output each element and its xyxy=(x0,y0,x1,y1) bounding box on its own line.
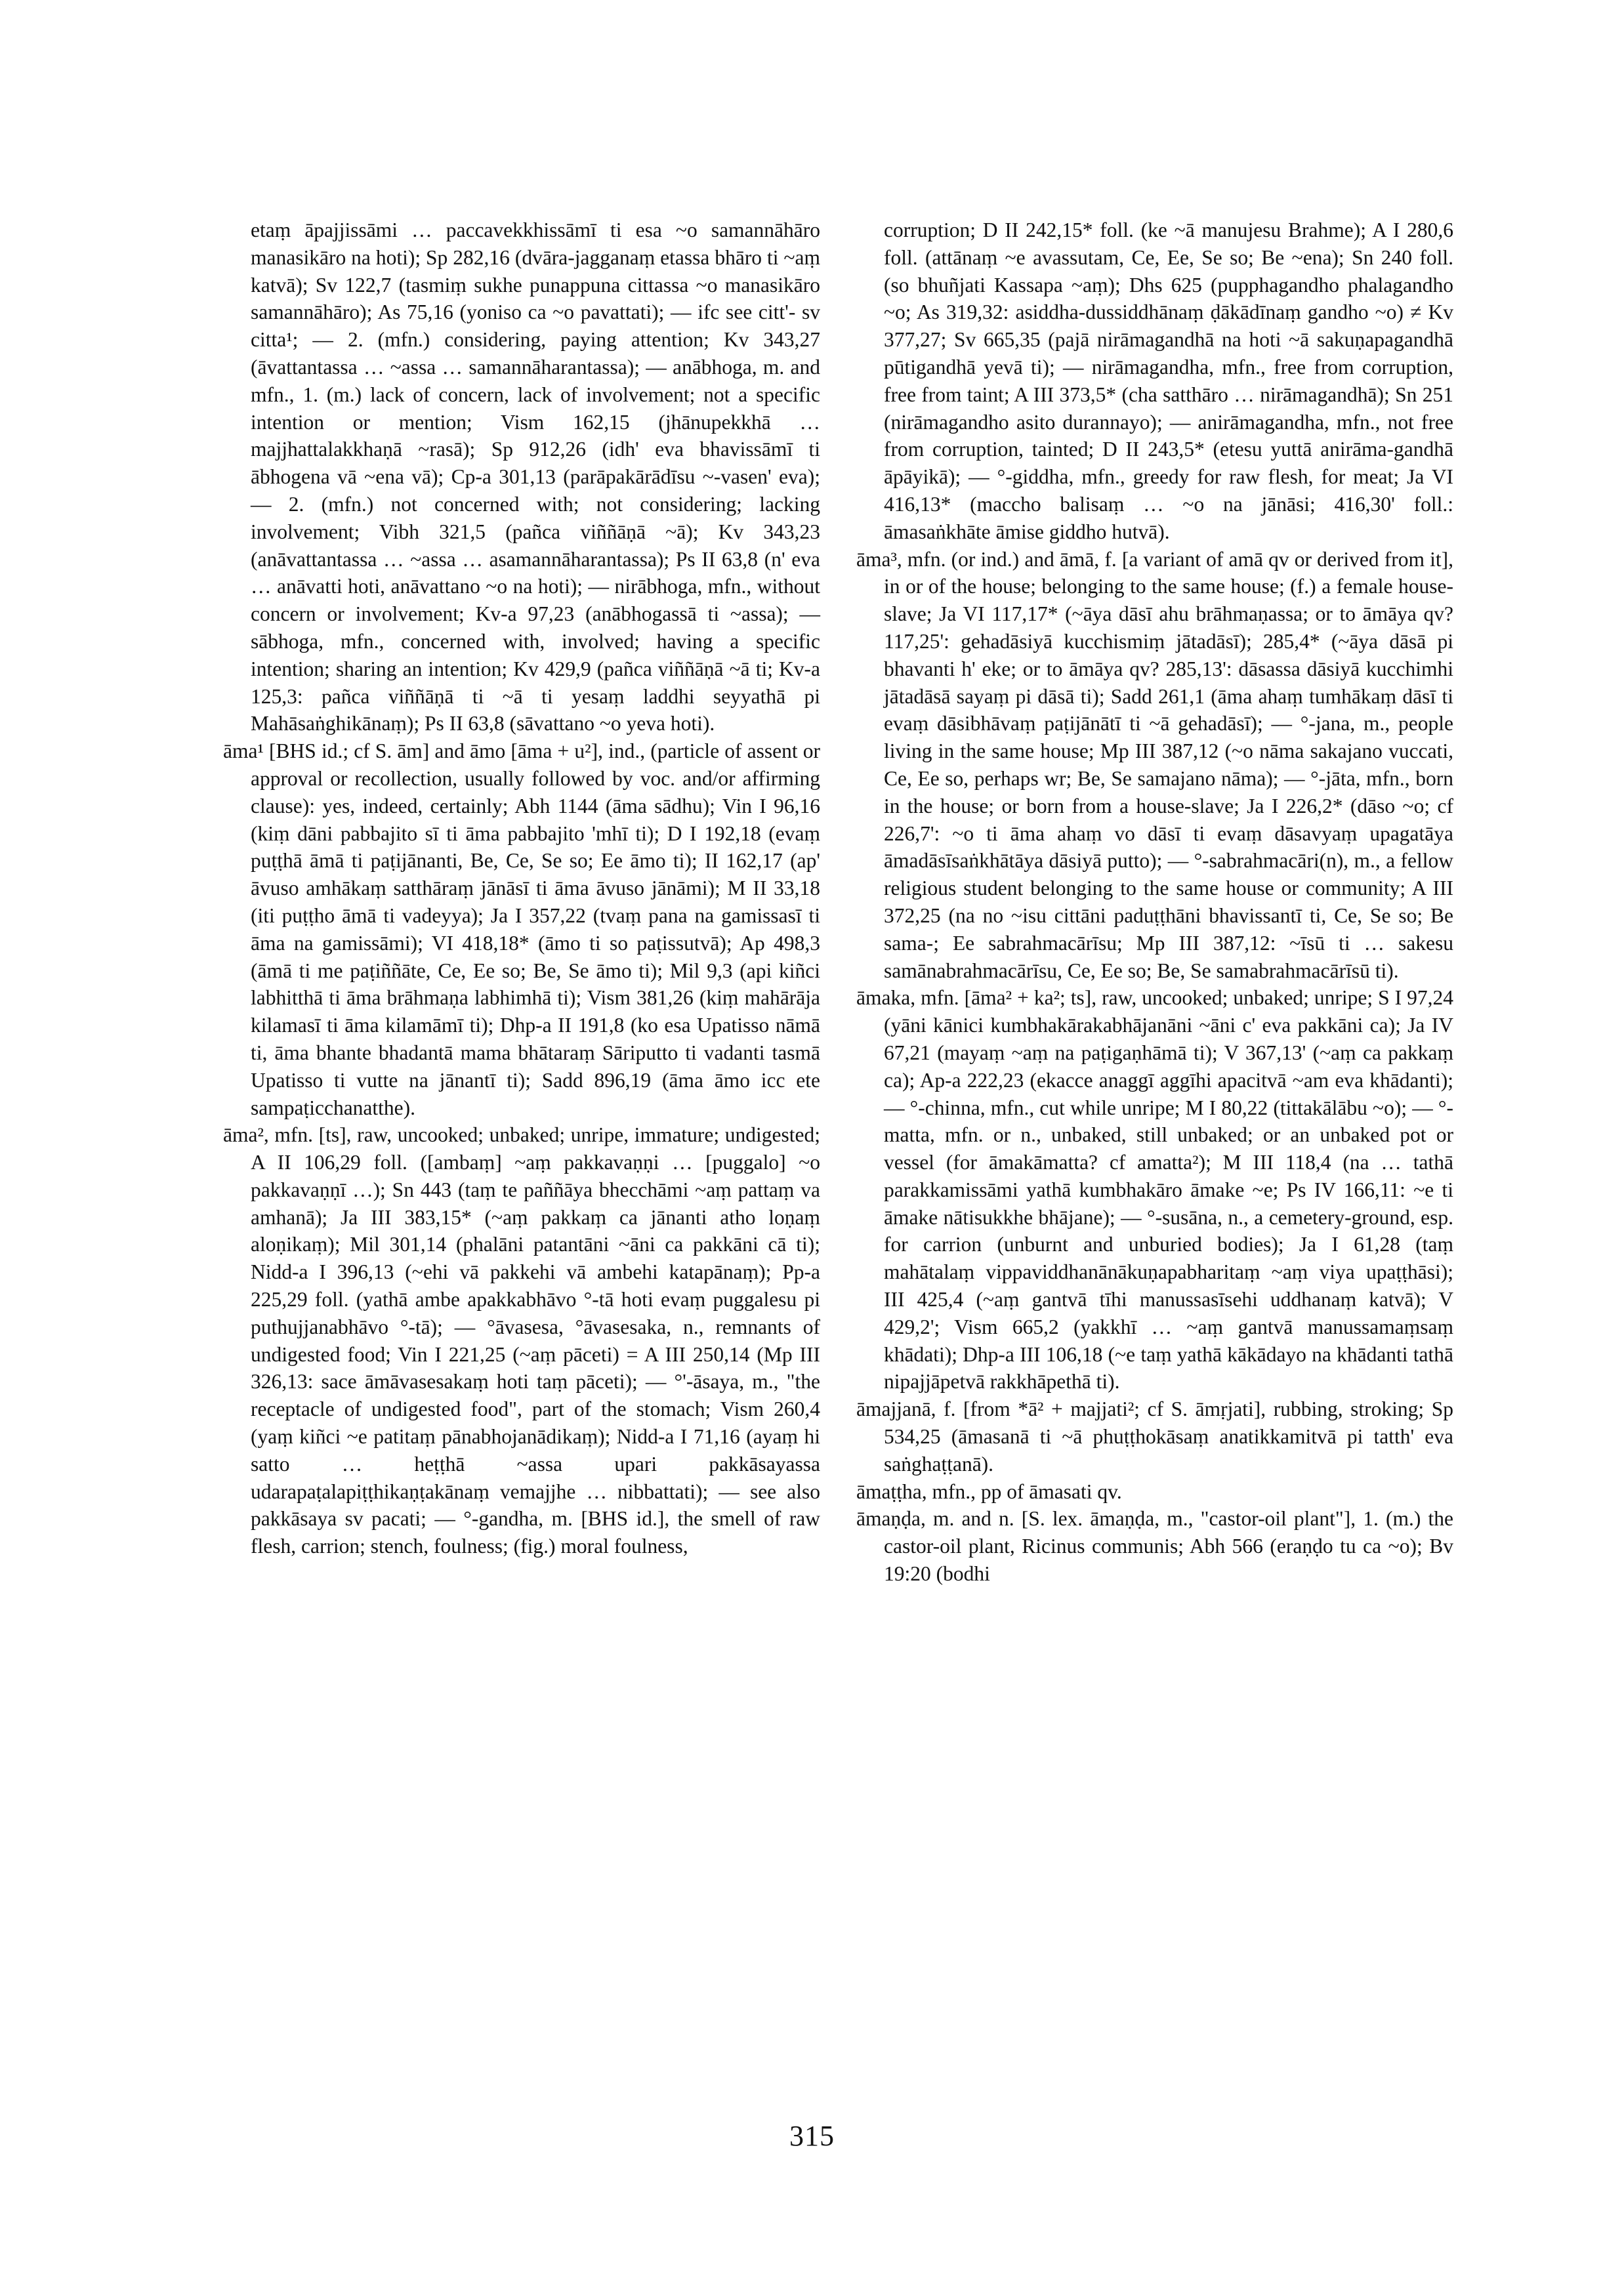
entry-amajjana: āmajjanā, f. [from *ā² + majjati²; cf S. āmṛjati], rubbing, stroking; Sp 534,25 (āmasanā ti ~ā phuṭṭhokāsaṃ anatikkamitvā pi tatth' eva saṅghaṭṭanā). xyxy=(856,1397,1453,1476)
entry-continuation: corruption; D II 242,15* foll. (ke ~ā manujesu Brahme); A I 280,6 foll. (attānaṃ ~e avassutam, Ce, Ee, Se so; Be ~ena); Sn 240 foll. (so bhuñjati Kassapa ~aṃ); Dhs 625 (pupphagandho phalagandho ~o; As 319,32: asiddha-dussiddhānaṃ ḍākādīnaṃ gandho ~o) ≠ Kv 377,27; Sv 665,35 (pajā nirāmagandhā na hoti ~ā sakuṇapagandhā pūtigandhā yevā ti); — nirāmagandha, mfn., free from corruption, free from taint; A III 373,5* (cha satthāro … nirāmagandhā); Sn 251 (nirāmagandho asito durannayo); — anirāmagandha, mfn., not free from corruption, tainted; D II 243,5* (etesu yuttā anirāma-gandhā āpāyikā); — °-giddha, mfn., greedy for raw flesh, for meat; Ja VI 416,13* (maccho balisaṃ … ~o na jānāsi; 416,30' foll.: āmasaṅkhāte āmise giddho hutvā). xyxy=(884,218,1453,543)
entry-ama2: āma², mfn. [ts], raw, uncooked; unbaked; unripe, immature; undigested; A II 106,29 foll. ([ambaṃ] ~aṃ pakkavaṇṇi … [puggalo] ~o pakkavaṇṇī …); Sn 443 (taṃ te paññāya bhecchāmi ~aṃ pattaṃ va amhanā); Ja III 383,15* (~aṃ pakkaṃ ca jānanti atho loṇaṃ aloṇikaṃ); Mil 301,14 (phalāni patantāni ~āni ca pakkāni cā ti); Nidd-a I 396,13 (~ehi vā pakkehi vā ambehi katapānaṃ); Pp-a 225,29 foll. (yathā ambe apakkabhāvo °-tā hoti evaṃ puggalesu pi puthujjanabhāvo °-tā); — °āvasesa, °āvasesaka, n., remnants of undigested food; Vin I 221,25 (~aṃ pāceti) = A III 250,14 (Mp III 326,13: sace āmāvasesakaṃ hoti taṃ pāceti); — °'-āsaya, m., "the receptacle of undigested food", part of the stomach; Vism 260,4 (yaṃ kiñci ~e patitaṃ pānabhojanādikaṃ); Nidd-a I 71,16 (ayaṃ hi satto … heṭṭhā ~assa upari pakkāsayassa udarapaṭalapiṭṭhikaṇṭakānaṃ vemajjhe … nibbattati); — see also pakkāsaya sv pacati; — °-gandha, m. [BHS id.], the smell of raw flesh, carrion; stench, foulness; (fig.) moral foulness, xyxy=(223,1123,820,1558)
entry-ama3: āma³, mfn. (or ind.) and āmā, f. [a variant of amā qv or derived from it], in or of the house; belonging to the same house; (f.) a female house-slave; Ja VI 117,17* (~āya dāsī ahu brāhmaṇassa; or to āmāya qv? 117,25': gehadāsiyā kucchismiṃ jātadāsī); 285,4* (~āya dāsā pi bhavanti h' eke; or to āmāya qv? 285,13': dāsassa dāsiyā kucchimhi jātadāsā sayaṃ pi dāsā ti); Sadd 261,1 (āma ahaṃ tumhākaṃ dāsī ti evaṃ dāsibhāvaṃ paṭijānātī ti ~ā gehadāsī); — °-jana, m., people living in the same house; Mp III 387,12 (~o nāma sakajano vuccati, Ce, Ee so, perhaps wr; Be, Se samajano nāma); — °-jāta, mfn., born in the house; or born from a house-slave; Ja I 226,2* (dāso ~o; cf 226,7': ~o ti āma ahaṃ vo dāsī ti evaṃ dāsavyaṃ upagatāya āmadāsīsaṅkhātāya dāsiyā putto); — °-sabrahmacāri(n), m., a fellow religious student belonging to the same house or community; A III 372,25 (na no ~isu cittāni paduṭṭhāni bhavissantī ti, Ce, Se so; Be sama-; Ee sabrahmacārīsu; Mp III 387,12: ~īsū ti … sakesu samānabrahmacārīsu, Ce, Ee so; Be, Se samabrahmacārīsū ti). xyxy=(856,547,1453,982)
entry-amanda: āmaṇḍa, m. and n. [S. lex. āmaṇḍa, m., "castor-oil plant"], 1. (m.) the castor-oil plant, Ricinus communis; Abh 566 (eraṇḍo tu ca ~o); Bv 19:20 (bodhi xyxy=(856,1507,1453,1586)
entry-continuation: etaṃ āpajjissāmi … paccavekkhissāmī ti esa ~o samannāhāro manasikāro na hoti); Sp 282,16 (dvāra-jagganaṃ etassa bhāro ti ~aṃ katvā); Sv 122,7 (tasmiṃ sukhe punappuna cittassa ~o manasikāro samannāhāro); As 75,16 (yoniso ca ~o pavattati); — ifc see citt'- sv citta¹; — 2. (mfn.) considering, paying attention; Kv 343,27 (āvattantassa … ~assa … samannāharantassa); — anābhoga, m. and mfn., 1. (m.) lack of concern, lack of involvement; not a specific intention or mention; Vism 162,15 (jhānupekkhā … majjhattalakkhaṇā ~rasā); Sp 912,26 (idh' eva bhavissāmī ti ābhogena vā ~ena vā); Cp-a 301,13 (parāpakārādīsu ~-vasen' eva); — 2. (mfn.) not concerned with; not considering; lacking involvement; Vibh 321,5 (pañca viññāṇā ~ā); Kv 343,23 (anāvattantassa … ~assa … asamannāharantassa); Ps II 63,8 (n' eva … anāvatti hoti, anāvattano ~o na hoti); — nirābhoga, mfn., without concern or involvement; Kv-a 97,23 (anābhogassā ti ~assa); — sābhoga, mfn., concerned with, involved; having a specific intention; sharing an intention; Kv 429,9 (pañca viññāṇā ~ā ti; Kv-a 125,3: pañca viññāṇā ti ~ā ti yesaṃ laddhi seyyathā pi Mahāsaṅghikānaṃ); Ps II 63,8 (sāvattano ~o yeva hoti). xyxy=(251,218,820,735)
page-number: 315 xyxy=(789,2120,835,2152)
entry-amaka: āmaka, mfn. [āma² + ka²; ts], raw, uncooked; unbaked; unripe; S I 97,24 (yāni kānici kumbhakārakabhājanāni ~āni c' eva pakkāni ca); Ja IV 67,21 (mayaṃ ~aṃ na paṭigaṇhāmā ti); V 367,13' (~aṃ ca pakkaṃ ca); Ap-a 222,23 (ekacce anaggī aggīhi apacitvā ~am eva khādanti); — °-chinna, mfn., cut while unripe; M I 80,22 (tittakālābu ~o); — °-matta, mfn. or n., unbaked, still unbaked; or an unbaked pot or vessel (for āmakāmatta? cf amatta²); M III 118,4 (na … tathā parakkamissāmi yathā kumbhakāro āmake ~e; Ps IV 166,11: ~e ti āmake nātisukkhe bhājane); — °-susāna, n., a cemetery-ground, esp. for carrion (unburnt and unburied bodies); Ja I 61,28 (taṃ mahātalaṃ vippaviddhanānākuṇapabharitaṃ ~aṃ viya upaṭṭhāsi); III 425,4 (~aṃ gantvā tīhi manussasīsehi uddhanaṃ katvā); V 429,2'; Vism 665,2 (yakkhī … ~aṃ gantvā manussamaṃsaṃ khādati); Dhp-a III 106,18 (~e taṃ yathā kākādayo na khādanti tathā nipajjāpetvā rakkhāpethā ti). xyxy=(856,986,1453,1394)
entry-ama1: āma¹ [BHS id.; cf S. ām] and āmo [āma + u²], ind., (particle of assent or approval or recollection, usually followed by voc. and/or affirming clause): yes, indeed, certainly; Abh 1144 (āma sādhu); Vin I 96,16 (kiṃ dāni pabbajito sī ti āma pabbajito 'mhī ti); D I 192,18 (evaṃ puṭṭhā āmā ti paṭijānanti, Be, Ce, Se so; Ee āmo ti); II 162,17 (ap' āvuso amhākaṃ satthāraṃ jānāsī ti āma āvuso jānāmi); M II 33,18 (iti puṭṭho āmā ti vadeyya); Ja I 357,22 (tvaṃ pana na gamissasī ti āma na gamissāmi); VI 418,18* (āmo ti so paṭissutvā); Ap 498,3 (āmā ti me paṭiññāte, Ce, Ee so; Be, Se āmo ti); Mil 9,3 (api kiñci labhitthā ti āma brāhmaṇa labhimhā ti); Vism 381,26 (kiṃ mahārāja kilamasī ti āma kilamāmī ti); Dhp-a II 191,8 (ko esa Upatisso nāmā ti, āma bhante bhadantā mama bhātaraṃ Sāriputto ti vadanti tasmā Upatisso ti vutte na jānantī ti); Sadd 896,19 (āma āmo icc ete sampaṭicchanatthe). xyxy=(223,739,820,1119)
entry-amattha: āmaṭṭha, mfn., pp of āmasati qv. xyxy=(856,1479,1122,1503)
right-column xyxy=(856,217,1453,1588)
left-column xyxy=(223,217,820,1560)
